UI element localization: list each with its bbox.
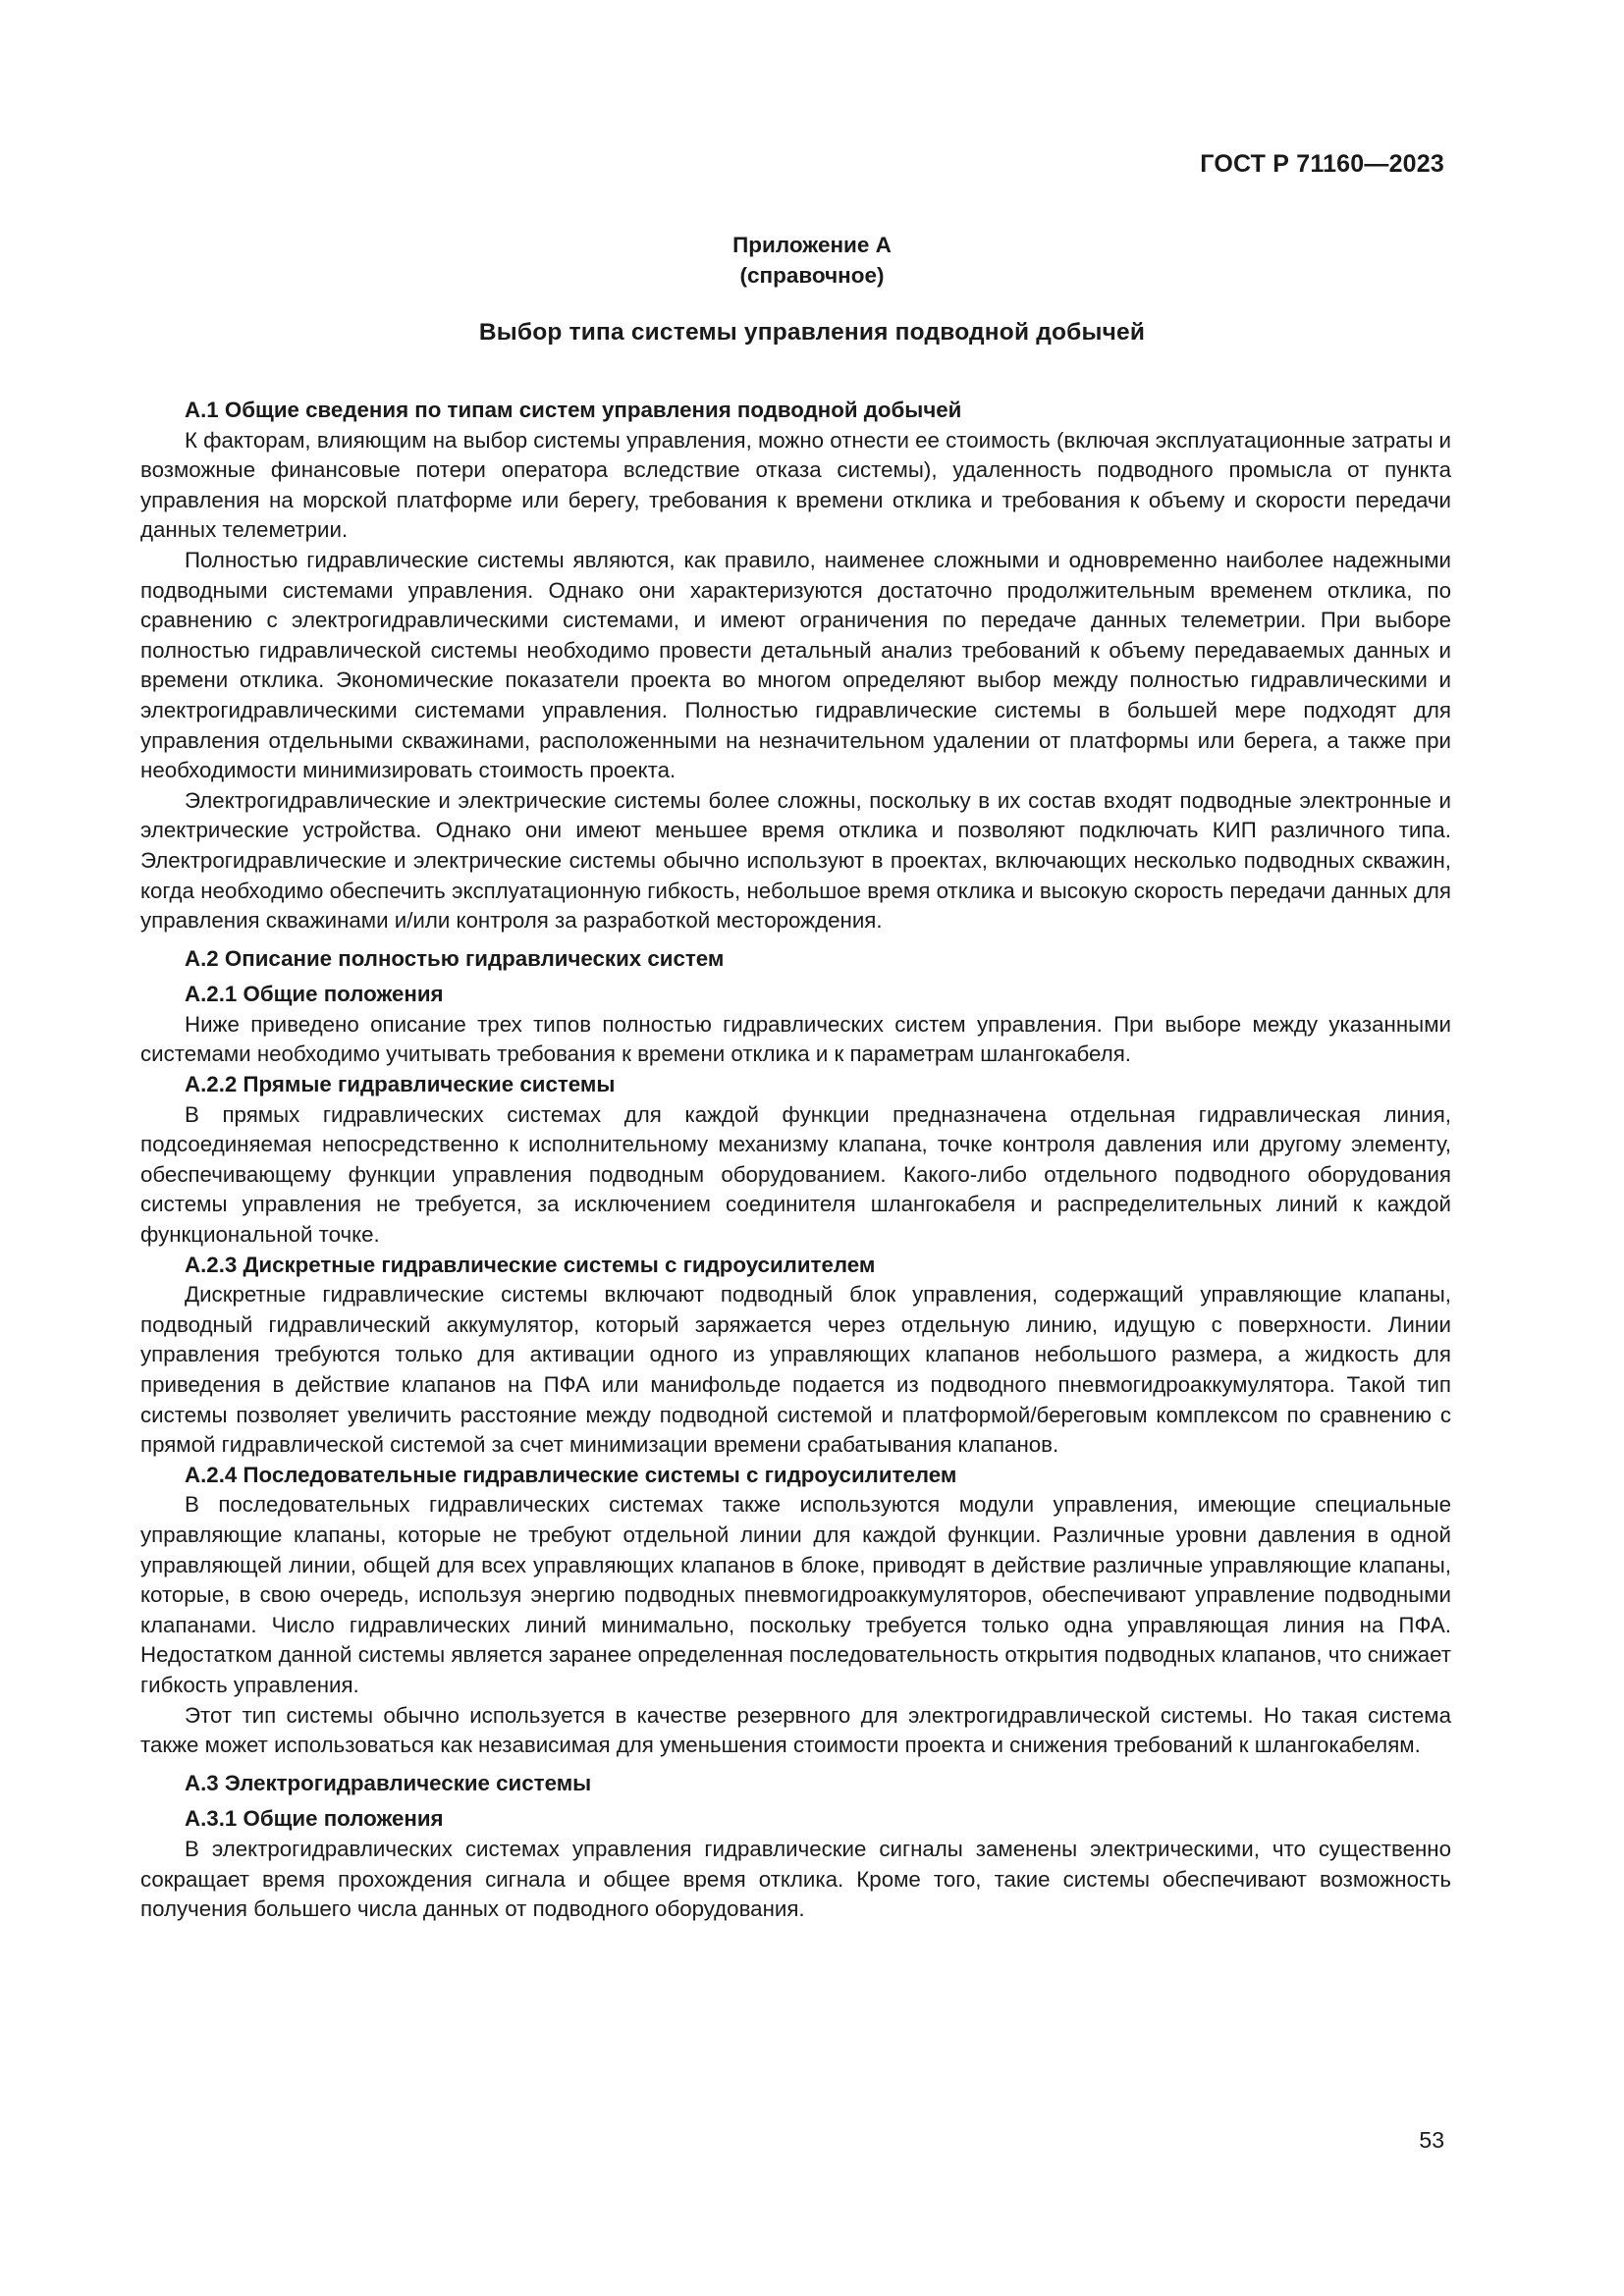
paragraph: В прямых гидравлических системах для каждой функции предназначена отдельная гидравлическая линия, подсоединяемая непосредственно к исполнительному механизму клапана, точке контроля давления или другому элементу, обеспечивающему функции управления подводным оборудованием. Какого-либо отдельного подводного оборудования системы управления не требуется, за исключением соединителя шлангокабеля и распределительных линий к каждой функциональной точке. <box>140 1101 1451 1248</box>
section-heading-a1: А.1 Общие сведения по типам систем управления подводной добычей <box>185 398 962 422</box>
subsection-heading-a21: А.2.1 Общие положения <box>185 982 444 1007</box>
subsection-heading-a22: А.2.2 Прямые гидравлические системы <box>185 1072 616 1097</box>
section-heading-a3: А.3 Электрогидравлические системы <box>185 1770 592 1795</box>
paragraph: Полностью гидравлические системы являются, как правило, наименее сложными и одновременно наиболее надежными подводными системами управления. Однако они характеризуются достаточно продолжительным временем отклика, по сравнению с электрогидравлическими системами, и имеют ограничения по передаче данных телеметрии. При выборе полностью гидравлической системы необходимо провести детальный анализ требований к объему передаваемых данных и времени отклика. Экономические показатели проекта во многом определяют выбор между полностью гидравлическими и электрогидравлическими системами управления. Полностью гидравлические системы в большей мере подходят для управления отдельными скважинами, расположенными на незначительном удалении от платформы или берега, а также при необходимости минимизировать стоимость проекта. <box>140 547 1451 783</box>
subsection-heading-a23: А.2.3 Дискретные гидравлические системы с гидроусилителем <box>185 1252 876 1277</box>
annex-type: (справочное) <box>739 263 885 288</box>
subsection-heading-a31: А.3.1 Общие положения <box>185 1806 444 1832</box>
paragraph: Этот тип системы обычно используется в качестве резервного для электрогидравлической системы. Но такая система также может использоваться как независимая для уменьшения стоимости проекта и снижения требований к шлангокабелям. <box>140 1702 1451 1758</box>
annex-label: Приложение А <box>732 233 892 257</box>
page-number: 53 <box>1419 2127 1444 2153</box>
subsection-heading-a24: А.2.4 Последовательные гидравлические системы с гидроусилителем <box>185 1462 957 1487</box>
standard-code: ГОСТ Р 71160—2023 <box>1200 150 1444 178</box>
paragraph: В электрогидравлических системах управления гидравлические сигналы заменены электрическими, что существенно сокращает время прохождения сигнала и общее время отклика. Кроме того, такие системы обеспечивают возможность получения большего числа данных от подводного оборудования. <box>140 1836 1451 1922</box>
paragraph: В последовательных гидравлических системах также используются модули управления, имеющие специальные управляющие клапаны, которые не требуют отдельной линии для каждой функции. Различные уровни давления в одной управляющей линии, общей для всех управляющих клапанов в блоке, приводят в действие различные управляющие клапаны, которые, в свою очередь, используя энергию подводных пневмогидроаккумуляторов, обеспечивают управление подводными клапанами. Число гидравлических линий минимально, поскольку требуется только одна управляющая линия на ПФА. Недостатком данной системы является заранее определенная последовательность открытия подводных клапанов, что снижает гибкость управления. <box>140 1492 1451 1697</box>
annex-title: Выбор типа системы управления подводной добычей <box>478 319 1146 346</box>
annex-header <box>0 230 1624 291</box>
section-heading-a2: А.2 Описание полностью гидравлических систем <box>185 945 725 971</box>
paragraph: Дискретные гидравлические системы включают подводный блок управления, содержащий управляющие клапаны, подводный гидравлический аккумулятор, который заряжается через отдельную линию, идущую с поверхности. Линии управления требуются только для активации одного из управляющих клапанов небольшого размера, а жидкость для приведения в действие клапанов на ПФА или манифольде подается из подводного пневмогидроаккумулятора. Такой тип системы позволяет увеличить расстояние между подводной системой и платформой/береговым комплексом по сравнению с прямой гидравлической системой за счет минимизации времени срабатывания клапанов. <box>140 1282 1451 1458</box>
paragraph: Ниже приведено описание трех типов полностью гидравлических систем управления. При выборе между указанными системами необходимо учитывать требования к времени отклика и к параметрам шлангокабеля. <box>140 1011 1451 1067</box>
paragraph: К факторам, влияющим на выбор системы управления, можно отнести ее стоимость (включая эксплуатационные затраты и возможные финансовые потери оператора вследствие отказа системы), удаленность подводного промысла от пункта управления на морской платформе или берегу, требования к времени отклика и требования к объему и скорости передачи данных телеметрии. <box>140 427 1451 543</box>
document-body <box>140 396 1451 1925</box>
paragraph: Электрогидравлические и электрические системы более сложны, поскольку в их состав входят подводные электронные и электрические устройства. Однако они имеют меньшее время отклика и позволяют подключать КИП различного типа. Электрогидравлические и электрические системы обычно используют в проектах, включающих несколько подводных скважин, когда необходимо обеспечить эксплуатационную гибкость, небольшое время отклика и высокую скорость передачи данных для управления скважинами и/или контроля за разработкой месторождения. <box>140 787 1451 934</box>
